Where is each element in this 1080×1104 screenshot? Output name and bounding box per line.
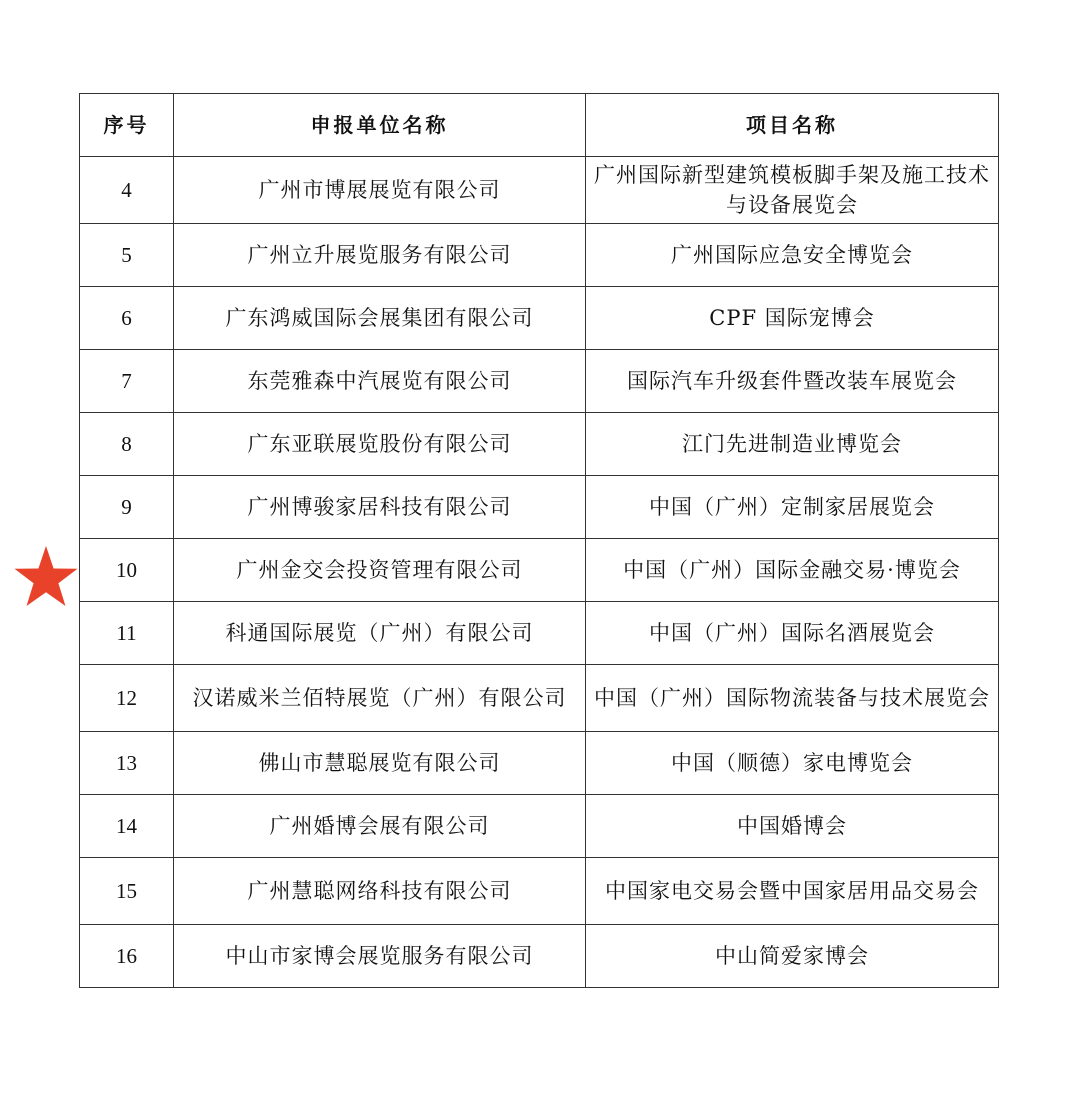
table-row: [80, 157, 999, 224]
row-applicant-org: 科通国际展览（广州）有限公司: [174, 602, 586, 665]
row-number: 9: [80, 476, 174, 539]
row-project-name: 中国婚博会: [586, 795, 999, 858]
row-applicant-org: 广州金交会投资管理有限公司: [174, 539, 586, 602]
header-org: 申报单位名称: [174, 94, 586, 157]
row-applicant-org: 广州慧聪网络科技有限公司: [174, 858, 586, 925]
table-row: [80, 224, 999, 287]
row-project-name: CPF 国际宠博会: [586, 287, 999, 350]
row-applicant-org: 汉诺威米兰佰特展览（广州）有限公司: [174, 665, 586, 732]
row-applicant-org: 东莞雅森中汽展览有限公司: [174, 350, 586, 413]
row-number: 15: [80, 858, 174, 925]
table-body: [80, 157, 999, 988]
row-applicant-org: 广州立升展览服务有限公司: [174, 224, 586, 287]
table-row: [80, 350, 999, 413]
row-number: 13: [80, 732, 174, 795]
table-row: [80, 476, 999, 539]
table-header-row: [80, 94, 999, 157]
star-icon: [12, 544, 80, 608]
row-project-name: 中国（广州）国际金融交易·博览会: [586, 539, 999, 602]
row-number: 7: [80, 350, 174, 413]
row-applicant-org: 广东鸿威国际会展集团有限公司: [174, 287, 586, 350]
row-applicant-org: 佛山市慧聪展览有限公司: [174, 732, 586, 795]
table-row: [80, 665, 999, 732]
row-project-name: 中国（顺德）家电博览会: [586, 732, 999, 795]
row-number: 12: [80, 665, 174, 732]
row-applicant-org: 广州市博展展览有限公司: [174, 157, 586, 224]
row-applicant-org: 广州博骏家居科技有限公司: [174, 476, 586, 539]
row-project-name: 江门先进制造业博览会: [586, 413, 999, 476]
table-row: [80, 795, 999, 858]
row-project-name: 广州国际新型建筑模板脚手架及施工技术与设备展览会: [586, 157, 999, 224]
row-project-name: 中国（广州）国际物流装备与技术展览会: [586, 665, 999, 732]
header-no: 序号: [80, 94, 174, 157]
row-applicant-org: 中山市家博会展览服务有限公司: [174, 925, 586, 988]
row-number: 4: [80, 157, 174, 224]
row-project-name: 国际汽车升级套件暨改装车展览会: [586, 350, 999, 413]
row-project-name: 中国家电交易会暨中国家居用品交易会: [586, 858, 999, 925]
header-project: 项目名称: [586, 94, 999, 157]
table-row: [80, 732, 999, 795]
row-number: 10: [80, 539, 174, 602]
table-row: [80, 287, 999, 350]
row-project-name: 中国（广州）国际名酒展览会: [586, 602, 999, 665]
row-project-name: 中国（广州）定制家居展览会: [586, 476, 999, 539]
row-project-name: 广州国际应急安全博览会: [586, 224, 999, 287]
row-number: 11: [80, 602, 174, 665]
row-project-name: 中山简爱家博会: [586, 925, 999, 988]
row-number: 5: [80, 224, 174, 287]
table-row: [80, 858, 999, 925]
applicant-table: [79, 93, 999, 988]
table-row: [80, 413, 999, 476]
row-number: 16: [80, 925, 174, 988]
table-row: [80, 539, 999, 602]
table-row: [80, 602, 999, 665]
row-number: 14: [80, 795, 174, 858]
table-row: [80, 925, 999, 988]
row-applicant-org: 广州婚博会展有限公司: [174, 795, 586, 858]
row-number: 6: [80, 287, 174, 350]
row-applicant-org: 广东亚联展览股份有限公司: [174, 413, 586, 476]
row-number: 8: [80, 413, 174, 476]
